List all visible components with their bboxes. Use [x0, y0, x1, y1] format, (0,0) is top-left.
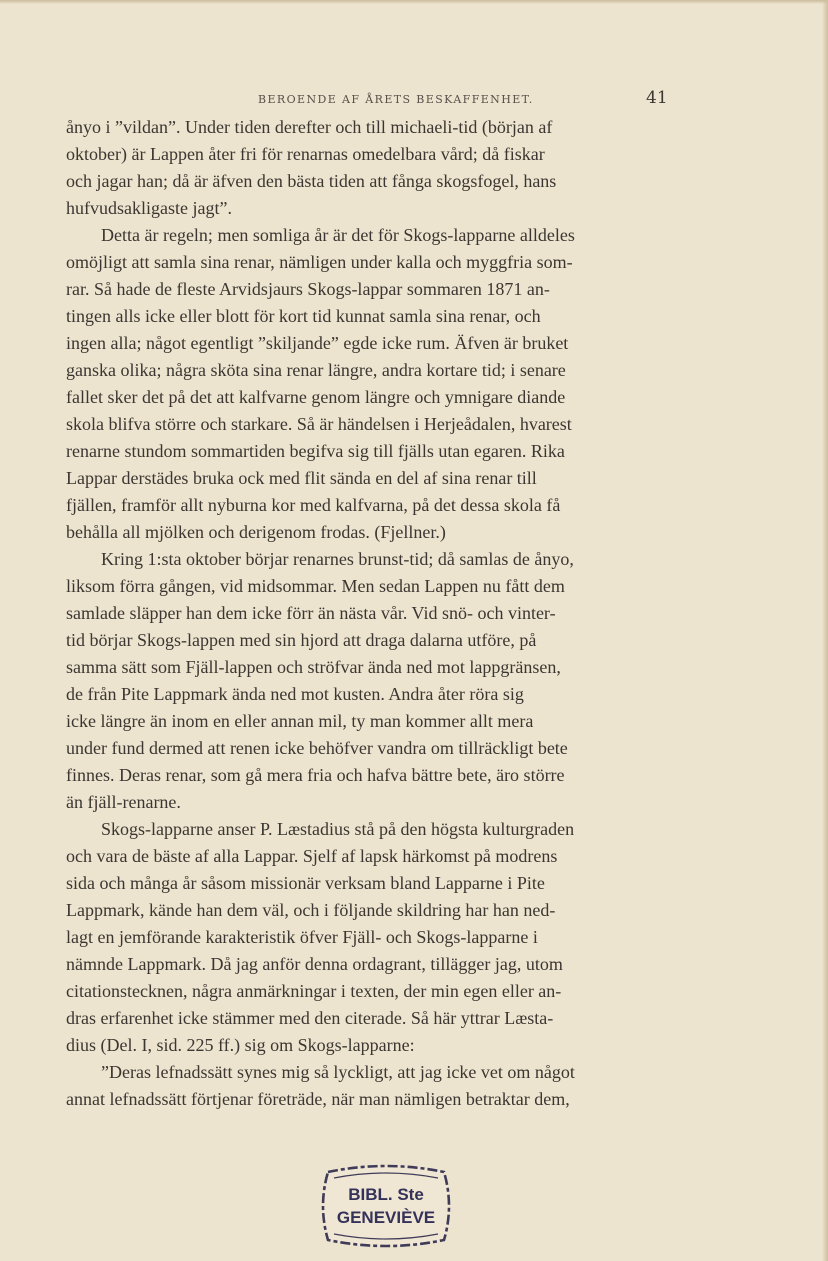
- page-top-edge: [0, 0, 828, 4]
- text-line: och vara de bäste af alla Lappar. Sjelf af lapsk härkomst på modrens: [66, 846, 558, 866]
- text-line: samma sätt som Fjäll-lappen och ströfvar ända ned mot lappgränsen,: [66, 657, 561, 677]
- text-line: nämnde Lappmark. Då jag anför denna ordagrant, tillägger jag, utom: [66, 954, 563, 974]
- text-line: Skogs-lapparne anser P. Læstadius stå på den högsta kulturgraden: [101, 819, 575, 839]
- text-line: och jagar han; då är äfven den bästa tiden att fånga skogsfogel, hans: [66, 171, 557, 191]
- text-line: ånyo i ”vildan”. Under tiden derefter och till michaeli-tid (början af: [66, 117, 553, 137]
- text-line: icke längre än inom en eller annan mil, ty man kommer allt mera: [66, 711, 534, 731]
- stamp-line-2: GENEVIÈVE: [336, 1208, 436, 1227]
- page-right-edge: [822, 0, 828, 1261]
- text-line: liksom förra gången, vid midsommar. Men sedan Lappen nu fått dem: [66, 576, 565, 596]
- text-line: annat lefnadssätt förtjenar företräde, när man nämligen betraktar dem,: [66, 1089, 570, 1109]
- text-line: finnes. Deras renar, som gå mera fria och hafva bättre bete, äro större: [66, 765, 565, 785]
- text-line: Lappar derstädes bruka ock med flit sända en del af sina renar till: [66, 468, 537, 488]
- text-line: omöjligt att samla sina renar, nämligen under kalla och myggfria som-: [66, 252, 573, 272]
- running-head: BEROENDE AF ÅRETS BESKAFFENHET.: [258, 93, 534, 106]
- text-line: än fjäll-renarne.: [66, 792, 181, 812]
- text-line: skola blifva större och starkare. Så är händelsen i Herjeådalen, hvarest: [66, 414, 572, 434]
- stamp-line-1: BIBL. Ste: [348, 1185, 424, 1204]
- text-line: oktober) är Lappen åter fri för renarnas omedelbara vård; då fiskar: [66, 144, 545, 164]
- text-line: ingen alla; något egentligt ”skiljande” egde icke rum. Äfven är bruket: [66, 333, 569, 353]
- text-line: Detta är regeln; men somliga år är det för Skogs-lapparne alldeles: [101, 225, 575, 245]
- text-line: ”Deras lefnadssätt synes mig så lyckligt, att jag icke vet om något: [101, 1062, 575, 1082]
- text-line: Lappmark, kände han dem väl, och i följande skildring har han ned-: [66, 900, 556, 920]
- text-line: samlade släpper han dem icke förr än nästa vår. Vid snö- och vinter-: [66, 603, 556, 623]
- text-line: dras erfarenhet icke stämmer med den citerade. Så här yttrar Læsta-: [66, 1008, 554, 1028]
- text-line: under fund dermed att renen icke behöfver vandra om tillräckligt bete: [66, 738, 568, 758]
- text-line: behålla all mjölken och derigenom frodas. (Fjellner.): [66, 522, 446, 542]
- text-line: fjällen, framför allt nyburna kor med kalfvarna, på det dessa skola få: [66, 495, 561, 515]
- text-line: Kring 1:sta oktober börjar renarnes brunst-tid; då samlas de ånyo,: [101, 549, 574, 569]
- library-stamp: [312, 1162, 460, 1250]
- text-line: rar. Så hade de fleste Arvidsjaurs Skogs-lappar sommaren 1871 an-: [66, 279, 550, 299]
- text-line: dius (Del. I, sid. 225 ff.) sig om Skogs-lapparne:: [66, 1035, 415, 1055]
- text-line: hufvudsakligaste jagt”.: [66, 198, 232, 218]
- text-line: lagt en jemförande karakteristik öfver Fjäll- och Skogs-lapparne i: [66, 927, 538, 947]
- text-line: sida och många år såsom missionär verksam bland Lapparne i Pite: [66, 873, 545, 893]
- text-line: fallet sker det på det att kalfvarne genom längre och ymnigare diande: [66, 387, 566, 407]
- page-header: [50, 88, 668, 112]
- page-number: 41: [646, 88, 668, 108]
- text-line: tid börjar Skogs-lappen med sin hjord att draga dalarna utföre, på: [66, 630, 537, 650]
- text-line: de från Pite Lappmark ända ned mot kusten. Andra åter röra sig: [66, 684, 524, 704]
- text-line: ganska olika; några sköta sina renar längre, andra kortare tid; i senare: [66, 360, 566, 380]
- text-line: tingen alls icke eller blott för kort tid kunnat samla sina renar, och: [66, 306, 541, 326]
- text-line: renarne stundom sommartiden begifva sig till fjälls utan egaren. Rika: [66, 441, 565, 461]
- text-line: citationstecknen, några anmärkningar i texten, der min egen eller an-: [66, 981, 562, 1001]
